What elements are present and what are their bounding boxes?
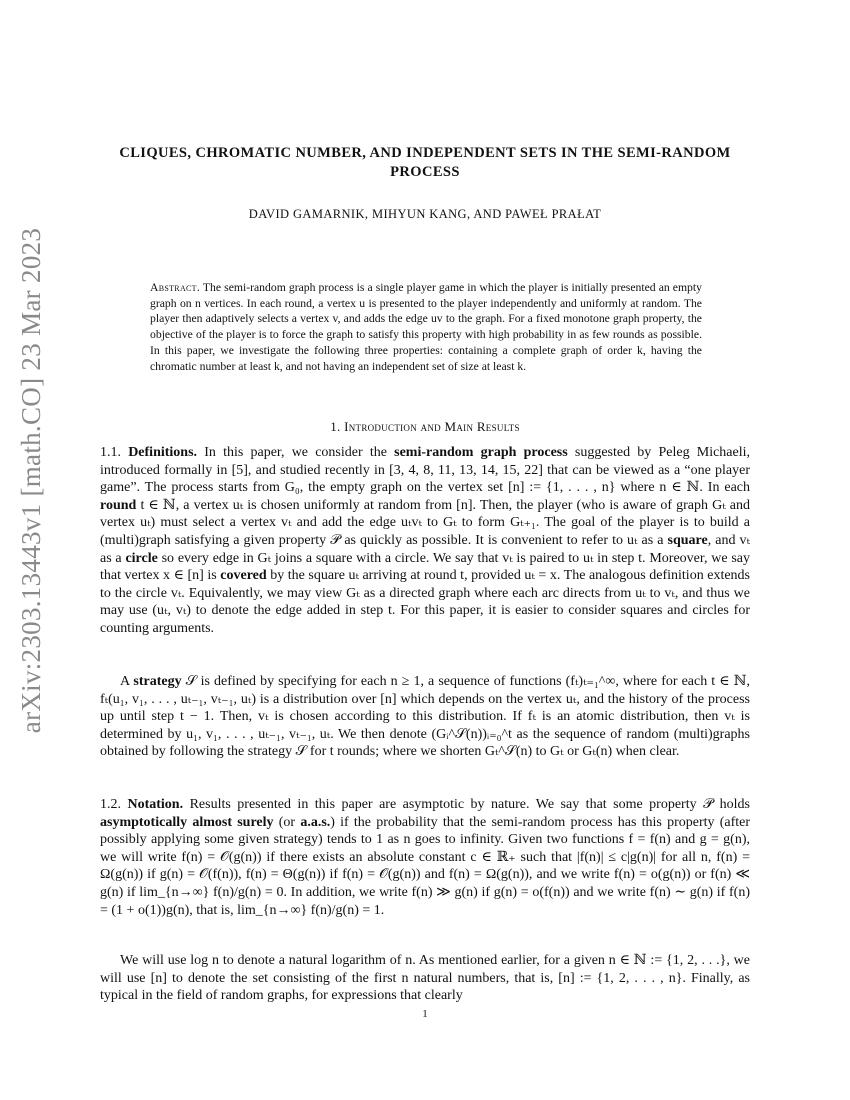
notation-text: (or <box>278 814 296 830</box>
paper-title: CLIQUES, CHROMATIC NUMBER, AND INDEPENDENT SETS IN THE SEMI-RANDOM PROCESS <box>119 145 731 180</box>
paragraph-definitions <box>100 444 750 638</box>
term-round: round <box>100 497 137 513</box>
subsection-heading-definitions: Definitions. <box>128 445 198 460</box>
abstract-label: Abstract. <box>150 281 201 294</box>
definitions-text: In this paper, we consider the <box>204 445 387 460</box>
notation-text: Results presented in this paper are asymptotic by nature. We say that some property 𝒫 holds <box>189 797 751 812</box>
definitions-text: t ∈ ℕ, a vertex uₜ is chosen uniformly at random from [n]. Then, the player (who is aware of graph Gₜ and vertex uₜ) must select a vertex vₜ and add the edge uₜvₜ to Gₜ to form Gₜ₊₁. The goal of the player is to build a (multi)graph satisfying a given property 𝒫 as quickly as possible. It is convenient to refer to uₜ as a <box>100 497 750 548</box>
paragraph-strategy <box>100 673 750 761</box>
term-asymptotically-almost-surely: asymptotically almost surely <box>100 814 274 830</box>
definitions-text: by the square uₜ arriving at round t, provided uₜ = x. The analogous definition extends to the circle vₜ. Equivalently, we may view Gₜ as a directed graph where each arc directs from uₜ to vₜ, and thus we may use (uₜ, vₜ) to denote the edge added in step t. For this paper, it is easier to consider squares and circles for counting arguments. <box>100 568 751 636</box>
abstract <box>150 280 702 374</box>
term-circle: circle <box>125 550 158 566</box>
abstract-text: The semi-random graph process is a single player game in which the player is initially presented an empty graph on n vertices. In each round, a vertex u is presented to the player independently and uniformly at random. The player then adaptively selects a vertex v, and adds the edge uv to the graph. For a fixed monotone graph property, the objective of the player is to force the graph to satisfy this property with high probability in as few rounds as possible. In this paper, we investigate the following three properties: containing a complete graph of order k, having the chromatic number at least k, and not having an independent set of size at least k. <box>150 281 702 373</box>
paragraph-notation <box>100 796 750 919</box>
paragraph-logarithm <box>100 952 750 1005</box>
term-strategy: strategy <box>133 674 182 689</box>
definitions-text: suggested by Peleg Michaeli, introduced formally in [5], and studied recently in [3, 4, 8, 11, 13, 14, 15, 22] that can be viewed as a “one player game”. The process starts from G₀, the empty graph on the vertex set [n] := {1, . . . , n} where n ∈ ℕ. In each <box>100 445 751 496</box>
strategy-text: A <box>120 674 130 689</box>
arxiv-identifier-text: arXiv:2303.13443v1 [math.CO] 23 Mar 2023 <box>16 227 47 733</box>
notation-text: ) if the probability that the semi-random process has this property (after possibly applying some given strategy) tends to 1 as n goes to infinity. Given two functions f = f(n) and g = g(n), we will write f(n) = 𝒪(g(n)) if there exists an absolute constant c ∈ ℝ₊ such that |f(n)| ≤ c|g(n)| for all n, f(n) = Ω(g(n)) if g(n) = 𝒪(f(n)), f(n) = Θ(g(n)) if f(n) = 𝒪(g(n)) and f(n) = Ω(g(n)), and we write f(n) = o(g(n)) or f(n) ≪ g(n) if lim_{n→∞} f(n)/g(n) = 0. In addition, we write f(n) ≫ g(n) if g(n) = o(f(n)) and we write f(n) ∼ g(n) if f(n) = (1 + o(1))g(n), that is, lim_{n→∞} f(n)/g(n) = 1. <box>100 814 751 918</box>
term-semi-random-graph-process: semi-random graph process <box>394 445 568 460</box>
definitions-text: so every edge in Gₜ joins a square with a circle. We say that vₜ is paired to uₜ in step t. Moreover, we say that vertex x ∈ [n] is <box>100 550 750 584</box>
section-heading-introduction: 1. Introduction and Main Results <box>330 419 520 434</box>
term-square: square <box>667 532 708 548</box>
paper-authors: DAVID GAMARNIK, MIHYUN KANG, AND PAWEŁ PRAŁAT <box>248 207 602 221</box>
definitions-text: , and vₜ as a <box>100 532 750 566</box>
strategy-text: 𝒮 is defined by specifying for each n ≥ 1, a sequence of functions (fₜ)ₜ₌₁^∞, where for each t ∈ ℕ, fₜ(u₁, v₁, . . . , uₜ₋₁, vₜ₋₁, uₜ) is a distribution over [n] which depends on the vertex uₜ, and the history of the process up until step t − 1. Then, vₜ is chosen according to this distribution. If fₜ is an atomic distribution, then vₜ is determined by u₁, v₁, . . . , uₜ₋₁, vₜ₋₁, uₜ. We then denote (Gᵢ^𝒮(n))ᵢ₌₀^t as the sequence of random (multi)graphs obtained by following the strategy 𝒮 for t rounds; where we shorten Gₜ^𝒮(n) to Gₜ or Gₜ(n) when clear. <box>100 674 750 760</box>
subsection-number: 1.1. <box>100 445 121 460</box>
arxiv-identifier-stamp <box>14 227 50 733</box>
term-covered: covered <box>220 568 267 584</box>
subsection-number: 1.2. <box>100 797 121 812</box>
term-aas: a.a.s. <box>300 814 331 830</box>
logarithm-text: We will use log n to denote a natural logarithm of n. As mentioned earlier, for a given n ∈ ℕ := {1, 2, . . .}, we will use [n] to denote the set consisting of the first n natural numbers, that is, [n] := {1, 2, . . . , n}. Finally, as typical in the field of random graphs, for expressions that clearly <box>100 953 750 1004</box>
subsection-heading-notation: Notation. <box>127 797 184 812</box>
page-number: 1 <box>422 1008 428 1020</box>
